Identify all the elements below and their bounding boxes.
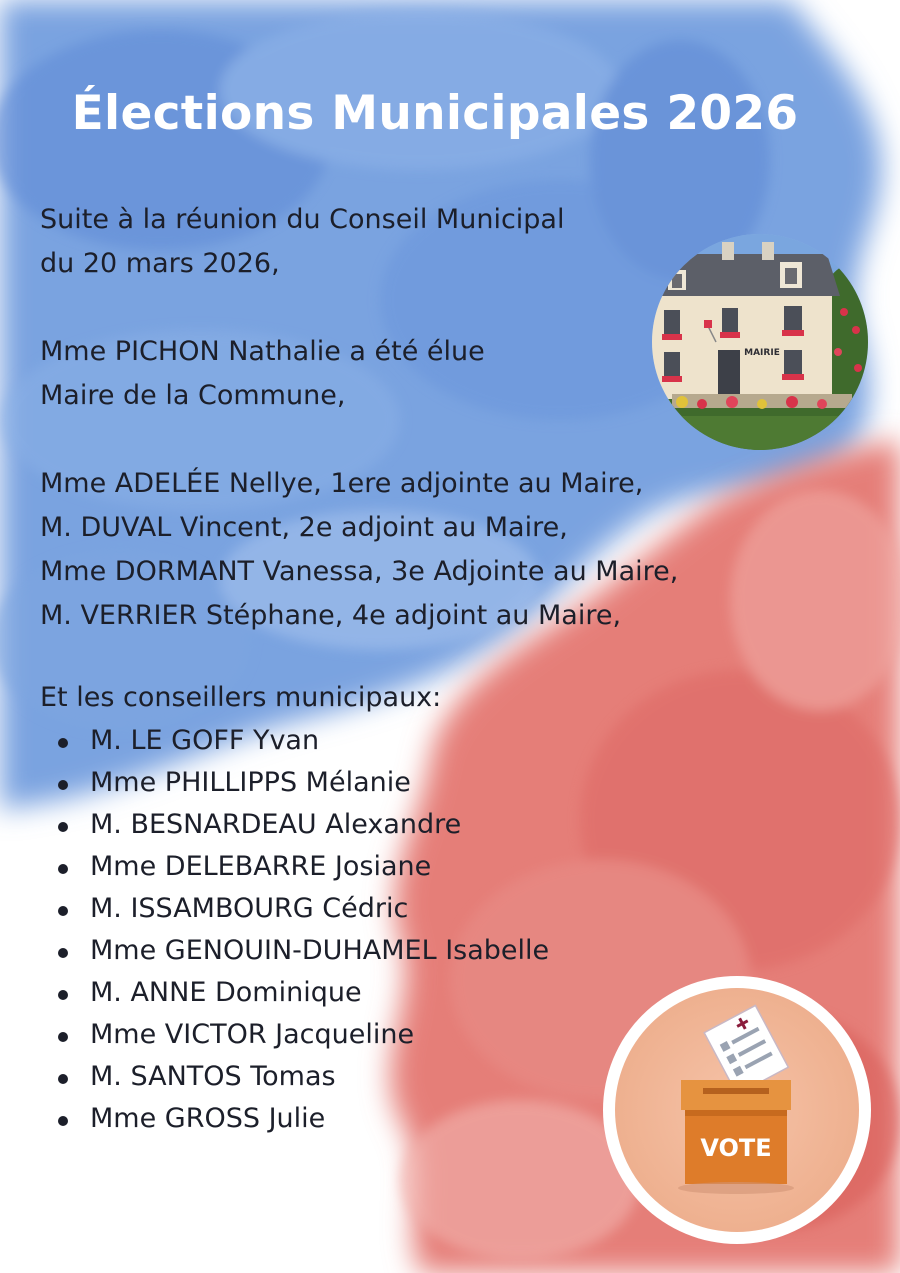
bullet-icon xyxy=(58,864,68,874)
councillor-name: M. LE GOFF Yvan xyxy=(90,725,320,756)
mayor-text xyxy=(40,330,485,418)
councillors-heading: Et les conseillers municipaux: xyxy=(40,682,442,713)
list-item xyxy=(58,762,549,804)
deputy-line: Mme DORMANT Vanessa, 3e Adjointe au Maire, xyxy=(40,556,679,587)
ballot-box-icon xyxy=(603,976,871,1244)
councillor-name: Mme GROSS Julie xyxy=(90,1103,326,1134)
councillor-name: M. ISSAMBOURG Cédric xyxy=(90,893,409,924)
deputy-line: M. VERRIER Stéphane, 4e adjoint au Maire, xyxy=(40,600,622,631)
bullet-icon xyxy=(58,738,68,748)
town-hall-photo xyxy=(652,234,868,450)
bullet-icon xyxy=(58,780,68,790)
councillor-name: Mme PHILLIPPS Mélanie xyxy=(90,767,411,798)
mayor-line: Maire de la Commune, xyxy=(40,380,346,411)
councillor-name: M. ANNE Dominique xyxy=(90,977,362,1008)
councillor-name: M. SANTOS Tomas xyxy=(90,1061,336,1092)
councillor-name: Mme DELEBARRE Josiane xyxy=(90,851,432,882)
bullet-icon xyxy=(58,990,68,1000)
list-item xyxy=(58,720,549,762)
deputies-text xyxy=(40,462,678,638)
mairie-sign: MAIRIE xyxy=(744,348,780,358)
bullet-icon xyxy=(58,948,68,958)
vote-badge xyxy=(603,976,871,1244)
mayor-line: Mme PICHON Nathalie a été élue xyxy=(40,336,485,367)
list-item xyxy=(58,1098,549,1140)
list-item xyxy=(58,846,549,888)
intro-text xyxy=(40,198,564,286)
councillor-name: Mme VICTOR Jacqueline xyxy=(90,1019,415,1050)
list-item xyxy=(58,972,549,1014)
bullet-icon xyxy=(58,1032,68,1042)
list-item xyxy=(58,1014,549,1056)
councillor-name: Mme GENOUIN-DUHAMEL Isabelle xyxy=(90,935,550,966)
deputy-line: Mme ADELÉE Nellye, 1ere adjointe au Maire, xyxy=(40,468,644,499)
vote-label: VOTE xyxy=(700,1134,772,1162)
councillors-list xyxy=(58,720,549,1140)
list-item xyxy=(58,1056,549,1098)
bullet-icon xyxy=(58,822,68,832)
intro-line: Suite à la réunion du Conseil Municipal xyxy=(40,204,565,235)
deputy-line: M. DUVAL Vincent, 2e adjoint au Maire, xyxy=(40,512,568,543)
bullet-icon xyxy=(58,1116,68,1126)
bullet-icon xyxy=(58,1074,68,1084)
list-item xyxy=(58,930,549,972)
page-title: Élections Municipales 2026 xyxy=(71,86,799,141)
intro-line: du 20 mars 2026, xyxy=(40,248,280,279)
list-item xyxy=(58,888,549,930)
councillor-name: M. BESNARDEAU Alexandre xyxy=(90,809,462,840)
bullet-icon xyxy=(58,906,68,916)
list-item xyxy=(58,804,549,846)
